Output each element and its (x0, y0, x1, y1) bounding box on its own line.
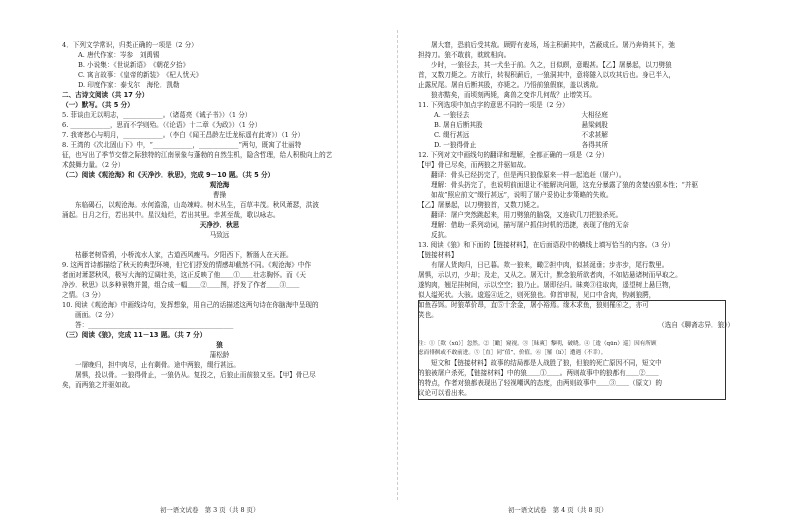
text-line: 天净沙．秋思 (199, 221, 240, 229)
text-line: 【链接材料】 (418, 251, 458, 259)
page-divider (397, 30, 398, 500)
text-line (418, 330, 740, 340)
text-line: 翻译：骨头已经扔完了，但是两只狼像原来一样一起追赶（屠户）。 (431, 171, 626, 179)
text-line: 6. ____________，思而不学则殆。（《论语》十二章《为政》）（1 分） (62, 121, 262, 129)
text-line: 观沧海 (209, 181, 230, 189)
text-line: D. 一狼得骨止 各得其所 (434, 141, 609, 149)
text-line: 短文和【链接材料】故事的结局都是人战胜了狼，但狼的死亡原因不同，短文中 (431, 359, 662, 367)
text-line: 12. 下列对文中画线句的翻译和理解，全都正确的一项是（2 分） (418, 151, 609, 159)
text-line: 东临碣石，以观沧海。水何澹澹，山岛竦峙。树木丛生，百草丰茂。秋风萧瑟，洪波 (75, 201, 319, 209)
text-line: 笑也。 (418, 311, 438, 319)
text-line: B. 小说集：《世说新语》 《朝花夕拾》 (78, 61, 190, 69)
text-line: 遂钩肉，翘足挂树间，示以空空；狼乃止。屠即径归。昧爽③往取肉，遥望树上悬巨物， (418, 281, 676, 289)
text-line: 的狼被屠户杀死，【链接材料】中的狼＿＿①＿＿。两则故事中的狼都有＿＿②＿＿ (418, 369, 659, 377)
text-line: 曹操 (212, 191, 227, 199)
text-line: C. 缀行甚远 不求甚解 (434, 131, 608, 139)
text-line: 枯藤老树昏鸦，小桥流水人家，古道西风瘦马。夕阳西下，断肠人在天涯。 (75, 251, 293, 259)
page-4-column (418, 40, 740, 398)
text-line: 有屠人货肉归，日已暮。欻一狼来，瞰②担中肉，似甚涎垂；步亦步，尾行数里。 (431, 261, 669, 269)
text-line: 屠惧，投以骨。一狼得骨止，一狼仍从。复投之，后狼止而前狼又至。【甲】骨已尽 (75, 371, 316, 379)
text-line: 5. 菲谈由无以明志，____________。（诸葛亮《诫子书》）（1 分） (62, 111, 252, 119)
text-line: 似人缢死状。大骇。逡巡④近之，则死狼也。仰首审视，见口中含肉，钩刺狼腭， (418, 291, 656, 299)
text-line: 担持刀。狼不敢前，眈眈相向。 (418, 51, 511, 59)
text-line: 4．下列文学常识，归类正确的一项是（2 分） (62, 41, 198, 49)
text-line: 议论可以看出来。 (418, 389, 471, 397)
text-line: 答：____________________________________________ (75, 321, 234, 329)
text-line: 画面。（2 分） (75, 311, 118, 319)
text-line: 如故”照应前文“缀行甚远”，说明了屠户妥协让步策略的失败。 (431, 191, 613, 199)
text-line: 的特点，作者对狼都表现出了轻视嘲讽的态度，由两则故事中＿＿③＿＿（原文）的 (418, 379, 662, 387)
text-line: 虑而徘徊或不敢前进。⑤［直］同“值”，价值。⑥［罹（lí）］遭遇（不幸）。 (418, 350, 607, 356)
text-line: 8. 王湾的《次北固山下》中，“____________，____________”两句，既寓了壮丽特 (62, 141, 302, 149)
text-line: D. 印度作家：泰戈尔 海伦．凯勒 (78, 81, 180, 89)
text-line: 理解：借助一系列动词，描写屠户抓住时机的迅捷，表现了他的无奈 (431, 221, 629, 229)
text-line: 10. 阅读《观沧海》中画线诗句，发挥想象，用自己的话描述这两句诗在你脑海中呈现的 (62, 301, 319, 309)
text-line: （一）默写。（共 5 分） (62, 101, 134, 109)
text-line (62, 240, 377, 250)
text-line: 屠大窘，恐前后受其敌。顾野有麦场，场主积薪其中，苫蔽成丘。屠乃奔倚其下，弛 (431, 41, 675, 49)
text-line: 【甲】骨已尽矣，而两狼之并驱如故。 (418, 161, 531, 169)
text-line: A. 唐代作家：岑参 刘禹锡 (78, 51, 160, 59)
text-line: B. 屠自后断其股 悬梁刺股 (434, 121, 608, 129)
text-line: 蒲松龄 (209, 351, 230, 359)
text-line: 屠惧，示以刃，少却；及走，又从之。屠无计，默念狼所欲者肉，不如姑悬诸树而早取之。 (418, 271, 682, 279)
text-line: 之情。（3 分） (62, 291, 105, 299)
text-line: C. 寓言故事：《皇帝的新装》 《杞人忧天》 (78, 71, 203, 79)
text-line: 涌起。日月之行，若出其中。星汉灿烂，若出其里。幸甚至哉，歌以咏志。 (62, 211, 280, 219)
text-line: 首，又数刀毙之。方欲行，转视积薪后，一狼洞其中，意将隧入以攻其后也。身已半入， (418, 71, 676, 79)
text-line: A. 一狼径去 大相径庭 (434, 111, 608, 119)
text-line: 11. 下列选项中加点字的意思不同的一项是（2 分） (418, 101, 569, 109)
page-3-column (62, 40, 377, 390)
text-line: （选自《聊斋志异．狼》） (658, 321, 734, 329)
text-line: 征，也写出了季节交替之际独特的江南景象与蓬勃的自然生机，隐含哲理，给人积极向上的艺 (62, 151, 333, 159)
text-line: 矣，而两狼之并驱如故。 (62, 381, 135, 389)
footer-page-4: 初一语文试卷 第 4 页（共 8 页） (508, 506, 608, 514)
text-line: 如鱼吞饵。时狼革价昂，直⑤十余金，屠小裕焉。缘木求鱼，狼则罹⑥之，亦可 (418, 301, 649, 309)
text-line: 狼 (216, 341, 223, 349)
text-line: 理解：骨头扔完了，也说明前面退让不能解决问题，这充分暴露了狼的贪婪凶狠本性；“并驱 (431, 181, 699, 189)
text-line: 止露尻尾。屠自后断其股，亦毙之。乃悟前狼假寐，盖以诱敌。 (418, 81, 603, 89)
text-line: 者面对萧瑟秋风，极写大海的辽阔壮美，这正反映了他＿＿①＿＿壮志胸怀。而《天 (62, 271, 306, 279)
text-line: 9. 这两首诗都描绘了秋天的典型环境，但它们抒发的情感却截然不同。《观沧海》中作 (62, 261, 312, 269)
text-line: 一屠晚归，担中肉尽，止有剩骨。途中两狼，缀行甚远。 (75, 361, 240, 369)
text-line: 【乙】屠暴起，以刀劈狼首，又数刀毙之。 (418, 201, 544, 209)
text-line: 翻译：屠户突然跳起来，用刀劈狼的脑袋，又连砍几刀把狼杀死。 (431, 211, 623, 219)
text-line: （三）阅读《狼》，完成 11－13 题。（共 7 分） (62, 331, 207, 339)
text-line: 净沙．秋思》以多种景物并置，组合成一幅＿＿②＿＿图，抒发了作者＿＿③＿＿ (62, 281, 300, 289)
text-line: 注：①［欻（xū）］忽然。②［瞰］窥视。③［昧爽］黎明，破晓。④［逡（qūn）巡］因有所顾 (418, 341, 657, 347)
text-line: 少时，一狼径去，其一犬坐于前。久之，目似瞑，意暇甚。【乙】屠暴起，以刀劈狼 (431, 61, 672, 69)
text-line: （二）阅读《观沧海》和《天净沙．秋思》，完成 9－10 题。（共 5 分） (62, 171, 275, 179)
text-line: 狼亦黠矣，而顷刻两毙，禽兽之变诈几何哉？止增笑耳。 (431, 91, 596, 99)
footer-page-3: 初一语文试卷 第 3 页（共 8 页） (160, 506, 260, 514)
text-line: 13. 阅读《狼》和下面的【链接材料】，在后面语段中的横线上填写恰当的内容。（3 分） (418, 241, 675, 249)
text-line: 术鼓舞力量。（2 分） (62, 161, 125, 169)
text-line: 马致远 (209, 231, 230, 239)
text-line: 二、古诗文阅读（共 17 分） (62, 91, 149, 99)
text-line: 反抗。 (431, 231, 451, 239)
text-line: 7. 我寄愁心与明月，____________。（李白《闻王昌龄左迁龙标遥有此寄》）（1 分） (62, 131, 305, 139)
